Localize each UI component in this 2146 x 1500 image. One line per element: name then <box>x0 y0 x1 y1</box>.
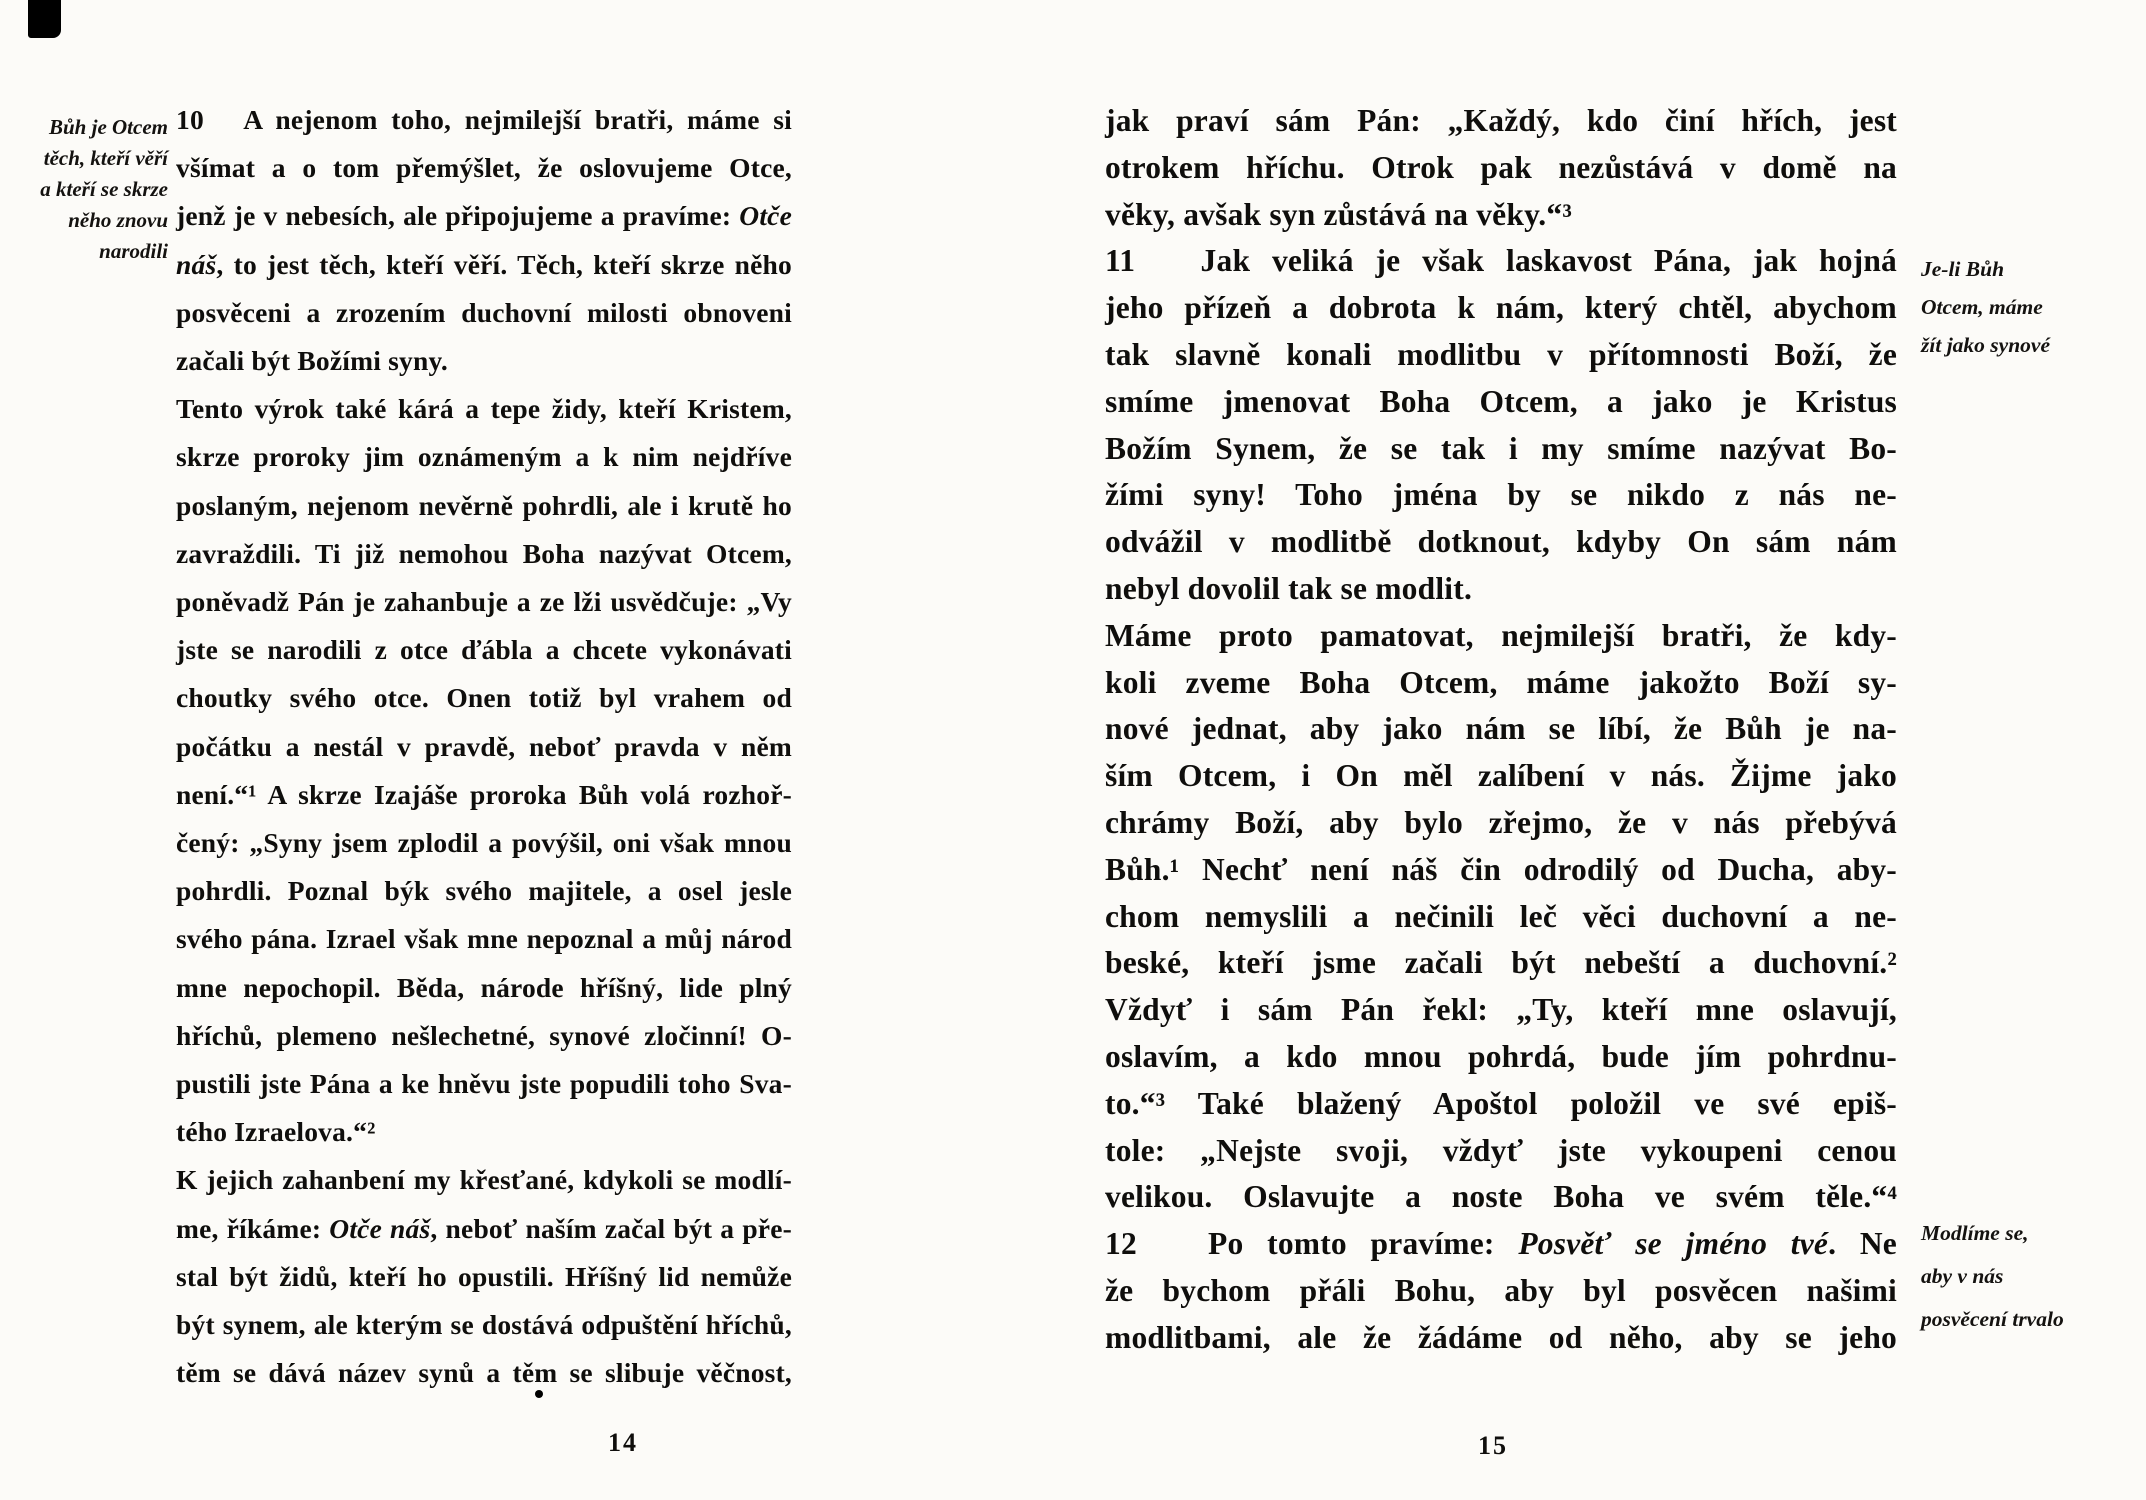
text-line: choutky svého otce. Onen totiž byl vrahem od <box>176 682 792 714</box>
text-line: poslaným, nejenom nevěrně pohrdli, ale i krutě ho <box>176 489 792 521</box>
text-line: K jejich zahanbení my křesťané, kdykoli se modlí- <box>176 1164 792 1196</box>
text-line: náš, to jest těch, kteří věří. Těch, kteří skrze něho <box>176 248 792 280</box>
margin-note-right-top <box>1921 250 2143 364</box>
text-line: beské, kteří jsme začali být nebeští a duchovní.² <box>1105 945 1897 981</box>
text-line: poněvadž Pán je zahanbuje a ze lži usvědčuje: „Vy <box>176 586 792 618</box>
text-line: 11 Jak veliká je však laskavost Pána, jak hojná <box>1105 243 1897 279</box>
text-line: začali být Božími syny. <box>176 345 448 377</box>
text-line: že bychom přáli Bohu, aby byl posvěcen našimi <box>1105 1272 1897 1308</box>
text-line: něho znovu <box>68 208 168 232</box>
text-line: narodili <box>99 239 168 263</box>
text-line: těm se dává název synů a těm se slibuje věčnost, <box>176 1357 792 1389</box>
text-line: Je-li Bůh <box>1921 257 2005 281</box>
text-line: chom nemyslili a nečinili leč věci duchovní a ne- <box>1105 898 1897 934</box>
text-line: pustili jste Pána a ke hněvu jste popudili toho Sva- <box>176 1068 792 1100</box>
text-line: me, říkáme: Otče náš, neboť naším začal být a pře- <box>176 1212 792 1244</box>
text-line: Máme proto pamatovat, nejmilejší bratři, že kdy- <box>1105 617 1897 653</box>
text-line: těch, kteří věří <box>43 146 168 170</box>
text-line: koli zveme Boha Otcem, máme jakožto Boží sy- <box>1105 664 1897 700</box>
text-line: velikou. Oslavujte a noste Boha ve svém těle.“⁴ <box>1105 1179 1897 1215</box>
paragraph-12 <box>1105 1221 1897 1361</box>
text-line: zavraždili. Ti již nemohou Boha nazývat Otcem, <box>176 537 792 569</box>
paragraph-continuation <box>1105 98 1897 238</box>
text-line: skrze proroky jim oznámeným a k nim nejdříve <box>176 441 792 473</box>
text-line: být synem, ale kterým se dostává odpuštění hříchů, <box>176 1309 792 1341</box>
text-line: žími syny! Toho jména by se nikdo z nás ne- <box>1105 477 1897 513</box>
text-line: není.“¹ A skrze Izajáše proroka Bůh volá rozhoř- <box>176 778 792 810</box>
text-line: 12 Po tomto pravíme: Posvěť se jméno tvé. Ne <box>1105 1226 1897 1262</box>
text-line: Bůh je Otcem <box>49 115 168 139</box>
text-line: svého pána. Izrael však mne nepoznal a můj národ <box>176 923 792 955</box>
text-line: tole: „Nejste svoji, vždyť jste vykoupeni cenou <box>1105 1132 1897 1168</box>
text-line: Otcem, máme <box>1921 295 2043 319</box>
text-line: jak praví sám Pán: „Každý, kdo činí hřích, jest <box>1105 103 1897 138</box>
text-line: Vždyť i sám Pán řekl: „Ty, kteří mne oslavují, <box>1105 992 1897 1028</box>
text-line: mne nepochopil. Běda, národe hříšný, lide plný <box>176 971 792 1003</box>
text-line: ším Otcem, i On měl zalíbení v nás. Žijme jako <box>1105 758 1897 794</box>
text-line: otrokem hříchu. Otrok pak nezůstává v domě na <box>1105 149 1897 185</box>
text-line: jenž je v nebesích, ale připojujeme a pravíme: Otče <box>176 200 792 232</box>
paragraph-11 <box>1105 238 1897 612</box>
paragraph-tento-vyrok <box>176 385 792 1156</box>
text-line: oslavím, a kdo mnou pohrdá, bude jím pohrdnu- <box>1105 1038 1897 1074</box>
text-line: hříchů, plemeno nešlechetné, synové zločinní! O- <box>176 1019 792 1051</box>
text-line: jste se narodili z otce ďábla a chcete vykonávati <box>176 634 792 666</box>
text-line: pohrdli. Poznal býk svého majitele, a osel jesle <box>176 875 792 907</box>
paragraph-10 <box>176 96 792 385</box>
text-line: nebyl dovolil tak se modlit. <box>1105 570 1473 606</box>
text-line: modlitbami, ale že žádáme od něho, aby se jeho <box>1105 1319 1897 1355</box>
paragraph-mame-proto <box>1105 613 1897 1221</box>
text-line: posvěcení trvalo <box>1921 1307 2064 1331</box>
text-line: tého Izraelova.“² <box>176 1116 376 1148</box>
text-line: a kteří se skrze <box>40 177 168 201</box>
text-line: Božím Synem, že se tak i my smíme nazývat Bo- <box>1105 430 1897 466</box>
text-line: nové jednat, aby jako nám se líbí, že Bůh je na- <box>1105 711 1897 747</box>
text-line: počátku a nestál v pravdě, neboť pravda v něm <box>176 730 792 762</box>
page-number-left: 14 <box>608 1428 638 1457</box>
text-line: 10 A nejenom toho, nejmilejší bratři, máme si <box>176 104 792 135</box>
text-line: Tento výrok také kárá a tepe židy, kteří Kristem, <box>176 393 792 425</box>
right-page-text-column <box>1105 98 1897 1362</box>
text-line: žít jako synové <box>1921 333 2050 357</box>
text-line: Bůh.¹ Nechť není náš čin odrodilý od Ducha, aby- <box>1105 851 1897 887</box>
text-line: to.“³ Také blažený Apoštol položil ve své epiš- <box>1105 1085 1897 1121</box>
text-line: stal být židů, kteří ho opustili. Hříšný lid nemůže <box>176 1260 792 1292</box>
text-line: jeho přízeň a dobrota k nám, který chtěl, abychom <box>1105 290 1897 326</box>
paragraph-k-jejich-zahanbeni <box>176 1156 792 1397</box>
text-line: tak slavně konali modlitbu v přítomnosti Boží, že <box>1105 336 1897 372</box>
text-line: věky, avšak syn zůstává na věky.“³ <box>1105 196 1572 232</box>
left-page-text-column <box>176 96 792 1397</box>
text-line: chrámy Boží, aby bylo zřejmo, že v nás přebývá <box>1105 804 1897 840</box>
text-line: aby v nás <box>1921 1264 2004 1288</box>
text-line: čený: „Syny jsem zplodil a povýšil, oni však mnou <box>176 827 792 859</box>
margin-note-left <box>30 112 168 267</box>
text-line: smíme jmenovat Boha Otcem, a jako je Kristus <box>1105 383 1897 419</box>
page-number-right: 15 <box>1478 1431 1508 1460</box>
text-line: všímat a o tom přemýšlet, že oslovujeme Otce, <box>176 152 792 184</box>
text-line: posvěceni a zrozením duchovní milosti obnoveni <box>176 296 792 328</box>
scan-corner-artifact <box>28 0 61 38</box>
text-line: odvážil v modlitbě dotknout, kdyby On sám nám <box>1105 524 1897 560</box>
margin-note-right-bottom <box>1921 1212 2146 1341</box>
text-line: Modlíme se, <box>1921 1221 2029 1245</box>
